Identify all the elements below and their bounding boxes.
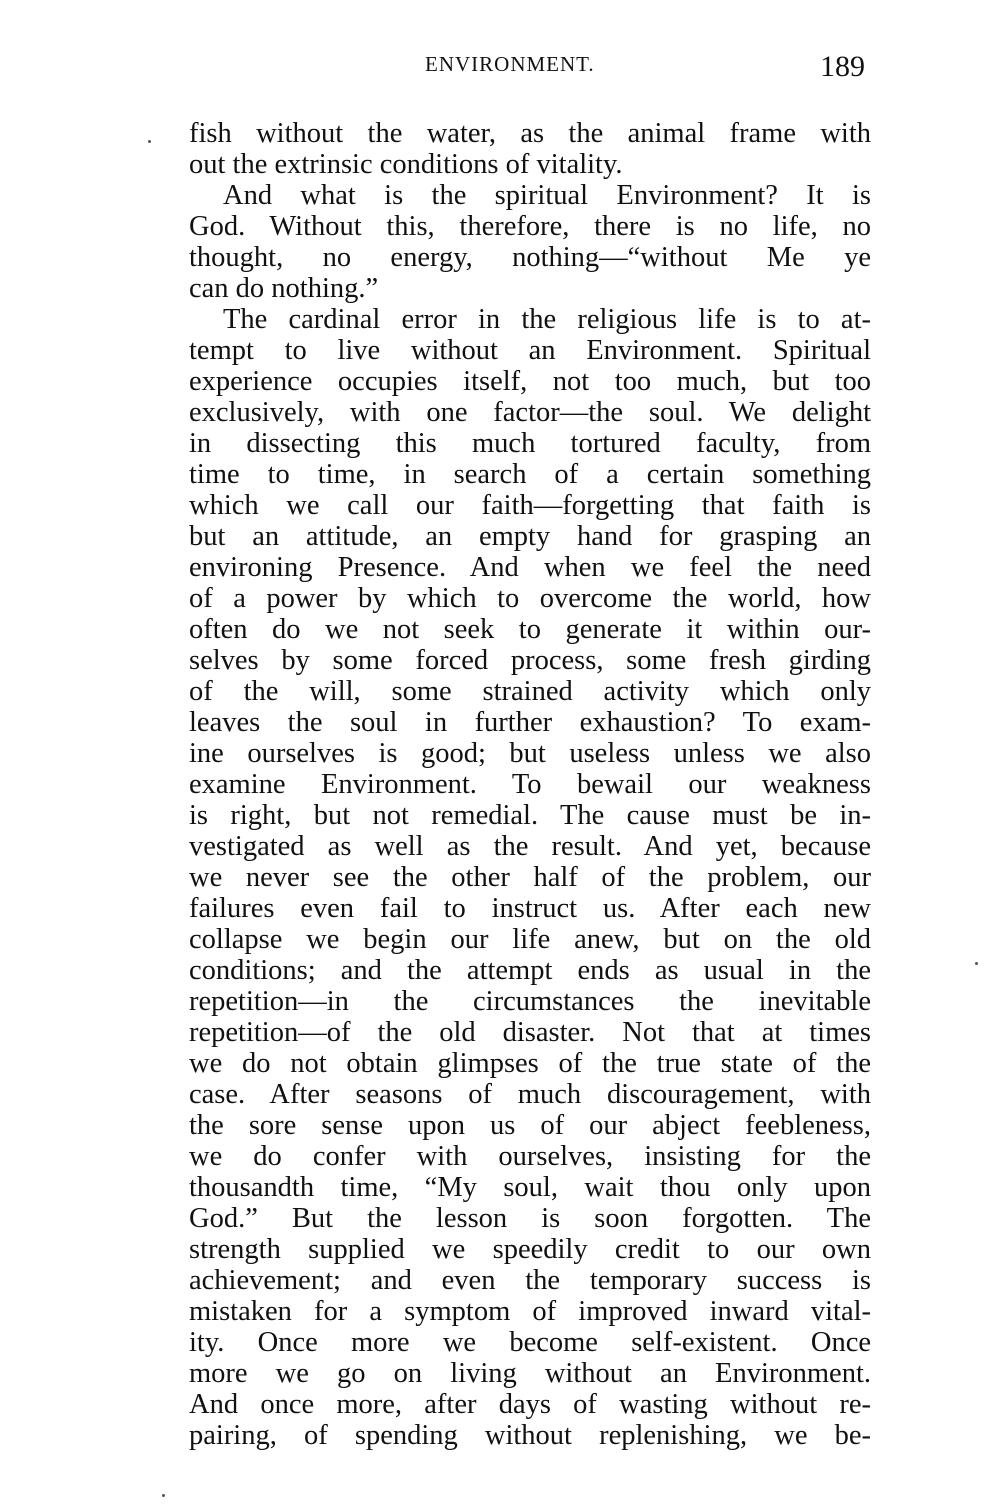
text-line: God. Without this, therefore, there is no life, no [189,211,871,242]
text-line: case. After seasons of much discouragement, with [189,1079,871,1110]
text-line: time to time, in search of a certain something [189,459,871,490]
text-line: ity. Once more we become self-existent. Once [189,1327,871,1358]
text-line: we do not obtain glimpses of the true state of the [189,1048,871,1079]
text-line: is right, but not remedial. The cause must be in- [189,800,871,831]
text-line: collapse we begin our life anew, but on the old [189,924,871,955]
text-line: experience occupies itself, not too much, but too [189,366,871,397]
text-line: but an attitude, an empty hand for grasping an [189,521,871,552]
text-line: ine ourselves is good; but useless unless we also [189,738,871,769]
text-line: vestigated as well as the result. And yet, because [189,831,871,862]
text-line: mistaken for a symptom of improved inward vital- [189,1296,871,1327]
text-line: of the will, some strained activity which only [189,676,871,707]
text-line: repetition—in the circumstances the inevitable [189,986,871,1017]
page-number: 189 [820,50,865,83]
text-line: we never see the other half of the problem, our [189,862,871,893]
scan-speck [148,140,151,143]
text-line: selves by some forced process, some fresh girding [189,645,871,676]
text-line: repetition—of the old disaster. Not that at times [189,1017,871,1048]
running-title: ENVIRONMENT. [425,52,595,76]
text-line: failures even fail to instruct us. After each new [189,893,871,924]
text-line: more we go on living without an Environment. [189,1358,871,1389]
text-line: And once more, after days of wasting without re- [189,1389,871,1420]
text-line: tempt to live without an Environment. Spiritual [189,335,871,366]
text-line: And what is the spiritual Environment? It is [223,180,871,211]
text-line: thousandth time, “My soul, wait thou only upon [189,1172,871,1203]
text-line: we do confer with ourselves, insisting for the [189,1141,871,1172]
text-line: leaves the soul in further exhaustion? To exam- [189,707,871,738]
text-line: examine Environment. To bewail our weakness [189,769,871,800]
scan-speck [162,1494,165,1497]
text-line: can do nothing.” [189,273,379,304]
text-line: of a power by which to overcome the world, how [189,583,871,614]
text-line: in dissecting this much tortured faculty, from [189,428,871,459]
text-line: pairing, of spending without replenishing, we be- [189,1420,871,1451]
text-line: conditions; and the attempt ends as usual in the [189,955,871,986]
text-line: strength supplied we speedily credit to our own [189,1234,871,1265]
text-line: exclusively, with one factor—the soul. We delight [189,397,871,428]
text-line: out the extrinsic conditions of vitality. [189,149,623,180]
text-line: The cardinal error in the religious life is to at- [223,304,871,335]
text-line: often do we not seek to generate it within our- [189,614,871,645]
text-line: achievement; and even the temporary success is [189,1265,871,1296]
text-line: environing Presence. And when we feel the need [189,552,871,583]
text-line: the sore sense upon us of our abject feebleness, [189,1110,871,1141]
scan-speck [975,962,978,965]
body-text [189,118,871,1451]
text-line: fish without the water, as the animal frame with [189,118,871,149]
text-line: God.” But the lesson is soon forgotten. The [189,1203,871,1234]
text-line: which we call our faith—forgetting that faith is [189,490,871,521]
text-line: thought, no energy, nothing—“without Me ye [189,242,871,273]
